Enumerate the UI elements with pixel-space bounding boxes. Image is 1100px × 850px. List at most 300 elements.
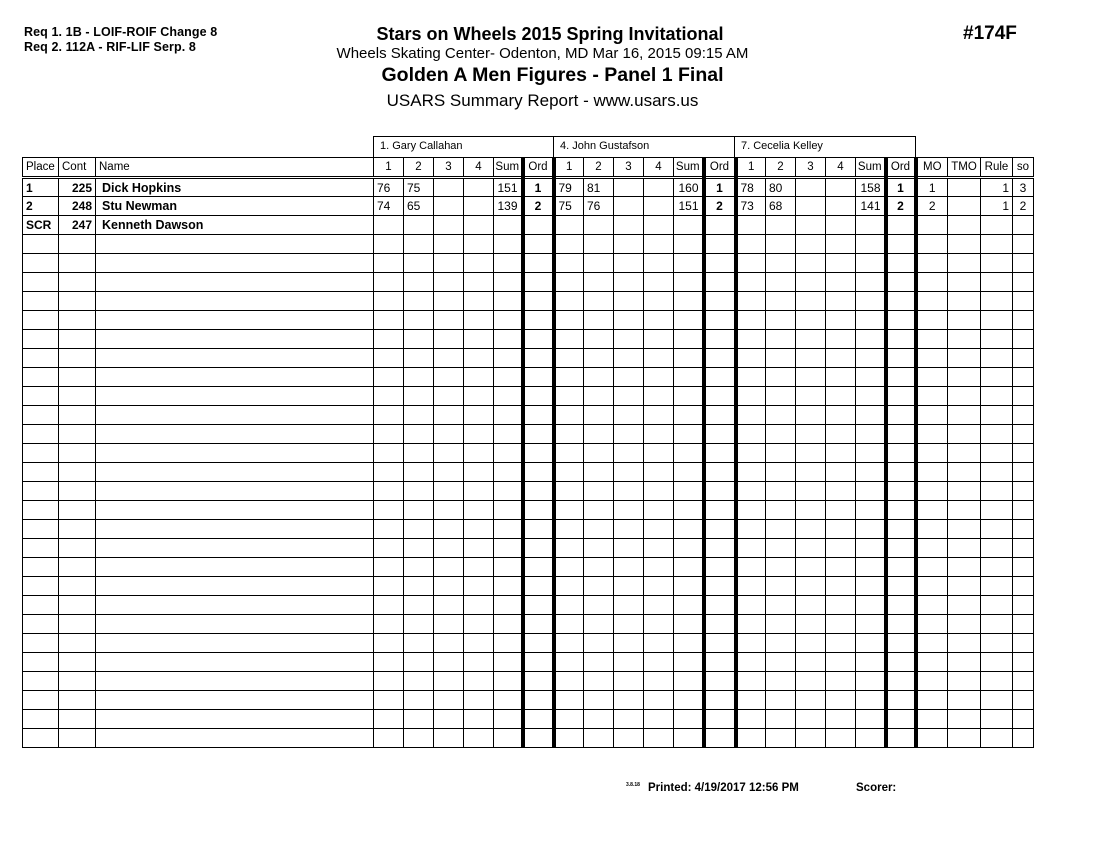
judge1-score3 <box>434 387 464 406</box>
judge2-ordinal <box>704 349 736 368</box>
judge1-score3 <box>434 235 464 254</box>
judge1-score2 <box>404 501 434 520</box>
judge1-score4 <box>464 729 494 748</box>
judge3-ordinal <box>886 729 916 748</box>
judge1-score3 <box>434 178 464 197</box>
judge2-score2 <box>584 482 614 501</box>
judge3-sum <box>856 368 886 387</box>
place-cell <box>23 653 59 672</box>
skater-name-cell <box>96 653 374 672</box>
judge2-score4 <box>644 254 674 273</box>
judge2-score3 <box>614 596 644 615</box>
judge1-score4 <box>464 482 494 501</box>
judge3-score2 <box>766 729 796 748</box>
mo-cell <box>916 273 948 292</box>
tmo-cell <box>948 596 981 615</box>
judge2-score4 <box>644 653 674 672</box>
judge1-score1 <box>374 710 404 729</box>
header-j2-2: 2 <box>584 158 614 178</box>
judge2-score1 <box>554 501 584 520</box>
rule-cell <box>981 330 1013 349</box>
judge1-sum <box>494 444 523 463</box>
judge2-sum <box>674 463 704 482</box>
skater-name-cell <box>96 292 374 311</box>
tmo-cell <box>948 558 981 577</box>
rule-cell <box>981 539 1013 558</box>
judge3-sum <box>856 349 886 368</box>
so-cell <box>1013 349 1034 368</box>
judge1-score3 <box>434 691 464 710</box>
judge2-score2 <box>584 634 614 653</box>
judge2-score1 <box>554 729 584 748</box>
skater-name-cell <box>96 520 374 539</box>
empty-table-row <box>23 482 1034 501</box>
judge2-score4 <box>644 672 674 691</box>
judge1-ordinal <box>523 729 554 748</box>
judge1-score2 <box>404 444 434 463</box>
so-cell <box>1013 729 1034 748</box>
skater-name-cell <box>96 672 374 691</box>
judge2-sum <box>674 691 704 710</box>
header-j1-ord: Ord <box>523 158 554 178</box>
cont-cell <box>59 615 96 634</box>
judge1-ordinal <box>523 615 554 634</box>
judge1-sum <box>494 463 523 482</box>
place-cell <box>23 615 59 634</box>
header-j1-1: 1 <box>374 158 404 178</box>
header-j2-4: 4 <box>644 158 674 178</box>
judge1-score4 <box>464 406 494 425</box>
place-cell: 1 <box>23 178 59 197</box>
skater-name-cell <box>96 577 374 596</box>
header-tmo: TMO <box>948 158 981 178</box>
judge1-sum <box>494 311 523 330</box>
judge2-score3 <box>614 653 644 672</box>
judge2-ordinal <box>704 387 736 406</box>
judge3-score3 <box>796 216 826 235</box>
judge1-score1 <box>374 463 404 482</box>
rule-cell <box>981 216 1013 235</box>
judge3-score3 <box>796 672 826 691</box>
so-cell <box>1013 387 1034 406</box>
judge2-score3 <box>614 292 644 311</box>
judge1-score4 <box>464 691 494 710</box>
judge1-sum <box>494 406 523 425</box>
mo-cell <box>916 501 948 520</box>
cont-cell <box>59 292 96 311</box>
cont-cell <box>59 501 96 520</box>
judge3-score4 <box>826 292 856 311</box>
judge2-ordinal <box>704 520 736 539</box>
judge1-score2 <box>404 216 434 235</box>
judge2-sum <box>674 577 704 596</box>
results-table <box>22 157 1034 748</box>
table-header-row <box>23 158 1034 178</box>
mo-cell <box>916 349 948 368</box>
judge3-ordinal: 2 <box>886 197 916 216</box>
event-number: #174F <box>963 23 1017 44</box>
judge3-sum <box>856 520 886 539</box>
judge3-score4 <box>826 349 856 368</box>
judge3-score1 <box>736 672 766 691</box>
judge2-score2 <box>584 710 614 729</box>
judge3-ordinal <box>886 596 916 615</box>
header-j1-3: 3 <box>434 158 464 178</box>
table-row <box>23 216 1034 235</box>
cont-cell <box>59 235 96 254</box>
empty-table-row <box>23 672 1034 691</box>
judge3-ordinal <box>886 615 916 634</box>
judge2-ordinal <box>704 368 736 387</box>
judge1-sum <box>494 482 523 501</box>
cont-cell <box>59 596 96 615</box>
judge2-score1 <box>554 292 584 311</box>
judge3-sum <box>856 482 886 501</box>
judge2-score3 <box>614 501 644 520</box>
judge3-score2 <box>766 463 796 482</box>
tmo-cell <box>948 482 981 501</box>
tmo-cell <box>948 292 981 311</box>
judge1-score1 <box>374 653 404 672</box>
header-name: Name <box>96 158 374 178</box>
judge1-ordinal <box>523 444 554 463</box>
header-j3-ord: Ord <box>886 158 916 178</box>
rule-cell <box>981 235 1013 254</box>
judge1-score4 <box>464 596 494 615</box>
judge1-sum <box>494 539 523 558</box>
judge3-ordinal <box>886 273 916 292</box>
judge3-score3 <box>796 368 826 387</box>
so-cell <box>1013 634 1034 653</box>
judge1-score1 <box>374 349 404 368</box>
skater-name-cell <box>96 330 374 349</box>
judge1-sum <box>494 691 523 710</box>
rule-cell <box>981 634 1013 653</box>
judge1-sum <box>494 349 523 368</box>
judge3-score4 <box>826 387 856 406</box>
judge1-sum: 151 <box>494 178 523 197</box>
judge3-score3 <box>796 729 826 748</box>
judge2-score2 <box>584 615 614 634</box>
place-cell <box>23 425 59 444</box>
judge3-score2 <box>766 444 796 463</box>
judge1-sum <box>494 387 523 406</box>
judge3-score1 <box>736 425 766 444</box>
judge3-score2 <box>766 216 796 235</box>
judge3-ordinal <box>886 425 916 444</box>
judge3-ordinal: 1 <box>886 178 916 197</box>
judge1-score3 <box>434 406 464 425</box>
judge1-score4 <box>464 634 494 653</box>
judge2-score2 <box>584 368 614 387</box>
judge2-score4 <box>644 729 674 748</box>
judge3-score2 <box>766 254 796 273</box>
cont-cell: 247 <box>59 216 96 235</box>
judge1-score4 <box>464 235 494 254</box>
judge2-score3 <box>614 330 644 349</box>
mo-cell <box>916 368 948 387</box>
mo-cell <box>916 691 948 710</box>
judge3-score4 <box>826 178 856 197</box>
skater-name-cell <box>96 387 374 406</box>
mo-cell <box>916 311 948 330</box>
judge3-score4 <box>826 406 856 425</box>
rule-cell: 1 <box>981 197 1013 216</box>
place-cell <box>23 235 59 254</box>
scorer-label: Scorer: <box>856 782 897 794</box>
judge3-score1 <box>736 634 766 653</box>
place-cell <box>23 463 59 482</box>
judge1-score3 <box>434 539 464 558</box>
judge3-score3 <box>796 311 826 330</box>
judge3-sum <box>856 406 886 425</box>
judge3-score2 <box>766 292 796 311</box>
so-cell <box>1013 425 1034 444</box>
tmo-cell <box>948 387 981 406</box>
judge2-score2: 76 <box>584 197 614 216</box>
mo-cell <box>916 615 948 634</box>
judge1-ordinal <box>523 425 554 444</box>
judge1-score2 <box>404 406 434 425</box>
tmo-cell <box>948 349 981 368</box>
judge1-score1 <box>374 273 404 292</box>
empty-table-row <box>23 501 1034 520</box>
empty-table-row <box>23 558 1034 577</box>
so-cell <box>1013 539 1034 558</box>
judge1-score3 <box>434 672 464 691</box>
judge3-sum <box>856 387 886 406</box>
judge2-sum <box>674 311 704 330</box>
judge2-sum <box>674 482 704 501</box>
judge1-sum <box>494 615 523 634</box>
judge1-score2: 65 <box>404 197 434 216</box>
header-j3-sum: Sum <box>856 158 886 178</box>
mo-cell <box>916 444 948 463</box>
judge3-score2 <box>766 577 796 596</box>
so-cell <box>1013 330 1034 349</box>
judge1-score4 <box>464 387 494 406</box>
judge1-ordinal: 2 <box>523 197 554 216</box>
place-cell: 2 <box>23 197 59 216</box>
rule-cell <box>981 501 1013 520</box>
judge2-score2 <box>584 425 614 444</box>
skater-name-cell <box>96 539 374 558</box>
judge3-score2 <box>766 311 796 330</box>
judge3-score3 <box>796 501 826 520</box>
judge1-score1 <box>374 634 404 653</box>
judge3-ordinal <box>886 444 916 463</box>
empty-table-row <box>23 254 1034 273</box>
judge1-score2: 75 <box>404 178 434 197</box>
judge3-ordinal <box>886 216 916 235</box>
judge1-score1 <box>374 311 404 330</box>
tmo-cell <box>948 520 981 539</box>
judge2-score4 <box>644 387 674 406</box>
judge3-ordinal <box>886 235 916 254</box>
rule-cell <box>981 368 1013 387</box>
cont-cell <box>59 653 96 672</box>
judge3-score1 <box>736 482 766 501</box>
judge1-score1 <box>374 216 404 235</box>
so-cell <box>1013 254 1034 273</box>
judge2-score3 <box>614 178 644 197</box>
judge2-score2 <box>584 311 614 330</box>
judge1-score4 <box>464 368 494 387</box>
judge3-ordinal <box>886 501 916 520</box>
judge3-score3 <box>796 634 826 653</box>
so-cell <box>1013 710 1034 729</box>
judge1-score2 <box>404 292 434 311</box>
mo-cell <box>916 577 948 596</box>
judge1-score2 <box>404 482 434 501</box>
judge1-score3 <box>434 558 464 577</box>
so-cell <box>1013 501 1034 520</box>
judge3-ordinal <box>886 292 916 311</box>
mo-cell <box>916 520 948 539</box>
table-row <box>23 178 1034 197</box>
judge1-score1 <box>374 501 404 520</box>
header-j2-1: 1 <box>554 158 584 178</box>
judge-header-1: 1. Gary Callahan <box>373 136 554 157</box>
judge3-score1 <box>736 539 766 558</box>
judge3-score3 <box>796 197 826 216</box>
judge3-score1 <box>736 368 766 387</box>
judge3-score4 <box>826 235 856 254</box>
judge3-sum <box>856 463 886 482</box>
tmo-cell <box>948 235 981 254</box>
judge1-score3 <box>434 596 464 615</box>
judge1-score2 <box>404 539 434 558</box>
judge3-score1 <box>736 387 766 406</box>
tmo-cell <box>948 653 981 672</box>
judge2-ordinal <box>704 311 736 330</box>
judge1-score1 <box>374 425 404 444</box>
judge1-score3 <box>434 254 464 273</box>
judge3-score3 <box>796 425 826 444</box>
judge2-sum <box>674 368 704 387</box>
judge2-score3 <box>614 520 644 539</box>
judge1-sum <box>494 330 523 349</box>
place-cell <box>23 634 59 653</box>
judge3-score2 <box>766 653 796 672</box>
judge2-score1: 75 <box>554 197 584 216</box>
cont-cell <box>59 710 96 729</box>
judge2-score1 <box>554 311 584 330</box>
judge2-score2 <box>584 216 614 235</box>
judge3-ordinal <box>886 577 916 596</box>
judge1-ordinal <box>523 520 554 539</box>
cont-cell <box>59 691 96 710</box>
judge1-score2 <box>404 653 434 672</box>
judge2-score3 <box>614 368 644 387</box>
judge2-score3 <box>614 235 644 254</box>
tmo-cell <box>948 691 981 710</box>
judge3-score3 <box>796 615 826 634</box>
judge2-score3 <box>614 425 644 444</box>
rule-cell <box>981 577 1013 596</box>
judge1-score2 <box>404 577 434 596</box>
mo-cell <box>916 482 948 501</box>
skater-name-cell <box>96 254 374 273</box>
judge1-score1 <box>374 292 404 311</box>
empty-table-row <box>23 710 1034 729</box>
judge3-score1: 78 <box>736 178 766 197</box>
judge1-score3 <box>434 330 464 349</box>
judge2-score1 <box>554 558 584 577</box>
judge3-score4 <box>826 520 856 539</box>
judge1-score4 <box>464 273 494 292</box>
empty-table-row <box>23 539 1034 558</box>
judge2-score1 <box>554 634 584 653</box>
rule-cell <box>981 710 1013 729</box>
header-j3-4: 4 <box>826 158 856 178</box>
judge2-score4 <box>644 501 674 520</box>
tmo-cell <box>948 216 981 235</box>
judge2-ordinal <box>704 406 736 425</box>
judge2-score4 <box>644 558 674 577</box>
judge2-score4 <box>644 311 674 330</box>
judge1-ordinal <box>523 710 554 729</box>
judge2-score2 <box>584 349 614 368</box>
judge1-ordinal <box>523 387 554 406</box>
judge3-sum: 141 <box>856 197 886 216</box>
judge3-sum <box>856 577 886 596</box>
judge1-score3 <box>434 463 464 482</box>
judge1-sum <box>494 216 523 235</box>
judge1-score2 <box>404 235 434 254</box>
judge3-sum <box>856 672 886 691</box>
judge2-score2 <box>584 273 614 292</box>
judge1-score1 <box>374 330 404 349</box>
mo-cell <box>916 558 948 577</box>
skater-name-cell <box>96 501 374 520</box>
judge3-score4 <box>826 634 856 653</box>
tmo-cell <box>948 539 981 558</box>
header-j1-sum: Sum <box>494 158 523 178</box>
judge1-score1 <box>374 482 404 501</box>
judge1-ordinal <box>523 577 554 596</box>
cont-cell <box>59 273 96 292</box>
skater-name-cell <box>96 691 374 710</box>
judge2-score3 <box>614 197 644 216</box>
header-j1-2: 2 <box>404 158 434 178</box>
judge3-score3 <box>796 558 826 577</box>
rule-cell <box>981 349 1013 368</box>
so-cell: 3 <box>1013 178 1034 197</box>
judge2-sum <box>674 634 704 653</box>
cont-cell <box>59 387 96 406</box>
judge-header-2: 4. John Gustafson <box>553 136 735 157</box>
header-j2-sum: Sum <box>674 158 704 178</box>
cont-cell <box>59 634 96 653</box>
empty-table-row <box>23 235 1034 254</box>
mo-cell <box>916 596 948 615</box>
rule-cell <box>981 254 1013 273</box>
judge1-score4 <box>464 577 494 596</box>
judge1-score3 <box>434 482 464 501</box>
judge1-score2 <box>404 596 434 615</box>
judge1-score4 <box>464 558 494 577</box>
judge3-score3 <box>796 178 826 197</box>
place-cell <box>23 368 59 387</box>
mo-cell <box>916 330 948 349</box>
tmo-cell <box>948 634 981 653</box>
judge3-ordinal <box>886 482 916 501</box>
judge1-score4 <box>464 501 494 520</box>
judge1-score1 <box>374 387 404 406</box>
place-cell <box>23 387 59 406</box>
judge2-sum <box>674 539 704 558</box>
